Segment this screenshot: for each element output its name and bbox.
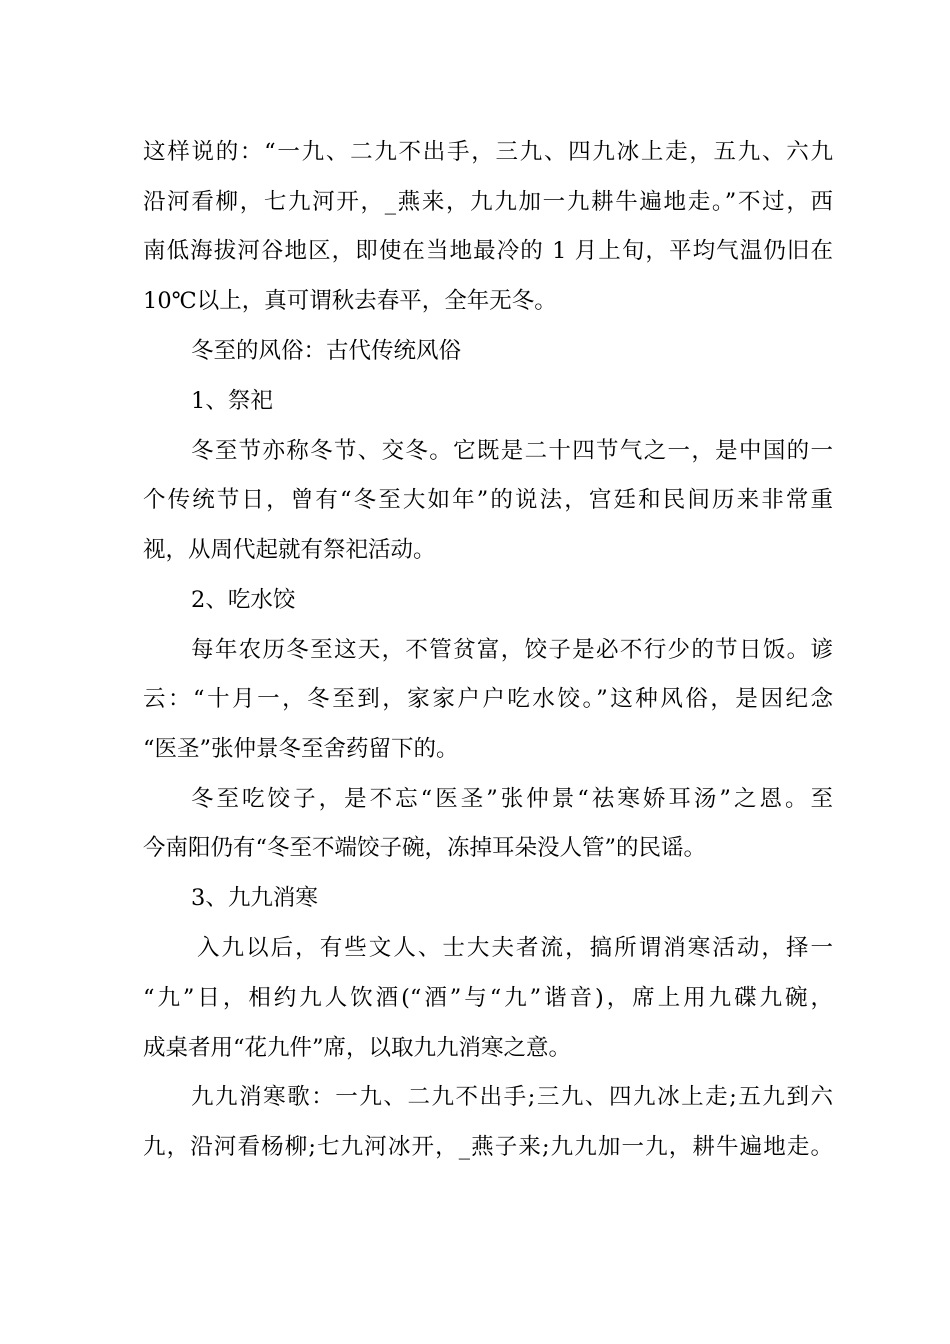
paragraph-line: 九九消寒歌：一九、二九不出手;三九、四九冰上走;五九到六	[191, 1084, 833, 1110]
paragraph-line: “医圣”张仲景冬至舍药留下的。	[143, 736, 459, 762]
paragraph-line: 南低海拔河谷地区，即使在当地最冷的 1 月上旬，平均气温仍旧在	[143, 238, 833, 264]
paragraph-line: 冬至节亦称冬节、交冬。它既是二十四节气之一，是中国的一	[191, 438, 833, 464]
paragraph-line: 10℃以上，真可谓秋去春平，全年无冬。	[143, 288, 557, 314]
subsection-heading: 2、吃水饺	[191, 587, 296, 613]
paragraph-line: 每年农历冬至这天，不管贫富，饺子是必不行少的节日饭。谚	[191, 637, 833, 663]
section-heading: 冬至的风俗：古代传统风俗	[191, 338, 462, 364]
paragraph-line: 个传统节日，曾有“冬至大如年”的说法，宫廷和民间历来非常重	[143, 487, 833, 513]
subsection-heading: 1、祭祀	[191, 388, 273, 414]
paragraph-line: 这样说的：“一九、二九不出手，三九、四九冰上走，五九、六九	[143, 139, 833, 165]
subsection-heading: 3、九九消寒	[191, 885, 318, 911]
paragraph-line: 成桌者用“花九件”席，以取九九消寒之意。	[143, 1035, 572, 1061]
paragraph-line: 沿河看柳，七九河开，_燕来，九九加一九耕牛遍地走。”不过，西	[143, 189, 833, 215]
paragraph-line: 云：“十月一，冬至到，家家户户吃水饺。”这种风俗，是因纪念	[143, 686, 833, 712]
paragraph-line: 九，沿河看杨柳;七九河冰开，_燕子来;九九加一九，耕牛遍地走。	[143, 1134, 833, 1160]
paragraph-line: 冬至吃饺子，是不忘“医圣”张仲景“祛寒娇耳汤”之恩。至	[191, 786, 833, 812]
paragraph-line: 视，从周代起就有祭祀活动。	[143, 537, 436, 563]
paragraph-line: 今南阳仍有“冬至不端饺子碗，冻掉耳朵没人管”的民谣。	[143, 835, 707, 861]
paragraph-line: 入九以后，有些文人、士大夫者流，搞所谓消寒活动，择一	[197, 935, 833, 961]
paragraph-line: “九”日，相约九人饮酒(“酒”与“九”谐音)，席上用九碟九碗，	[143, 985, 833, 1011]
